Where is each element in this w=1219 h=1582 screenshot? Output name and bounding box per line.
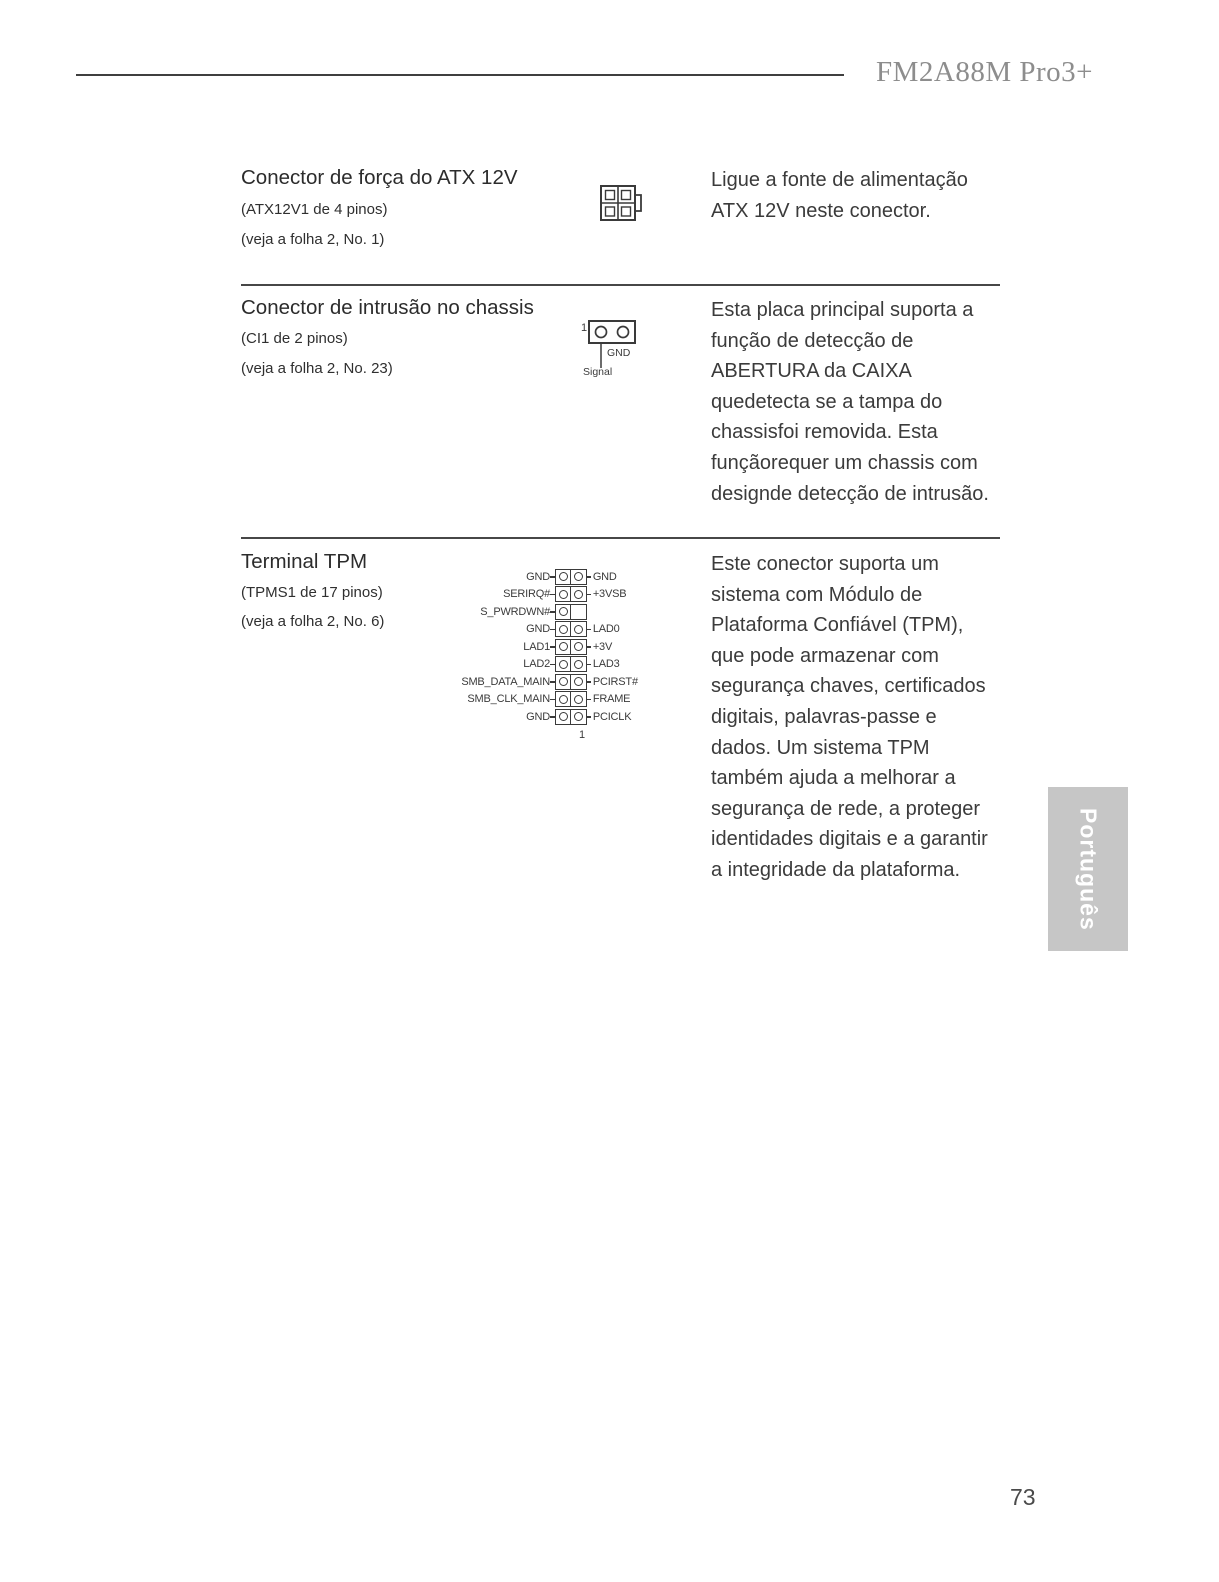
tpm-pin-label: LAD2 <box>523 658 550 671</box>
tpm-pin-label: SMB_DATA_MAIN <box>461 675 550 688</box>
section-subtitle: (ATX12V1 de 4 pinos) <box>241 201 388 218</box>
section-subtitle: (CI1 de 2 pinos) <box>241 330 348 347</box>
page-number: 73 <box>1010 1484 1036 1510</box>
section-description-chassis-intrusion: Esta placa principal suporta a função de detecção de ABERTURA da CAIXA quedetecta se a tampa do chassisfoi removida. Esta funçãorequer um chassis com designde detecção de intrusão. <box>711 299 989 505</box>
section-title-chassis-intrusion: Conector de intrusão no chassis <box>241 296 534 319</box>
tpm-pin-label: SERIRQ# <box>503 588 550 601</box>
tpm-pin-label: GND <box>526 570 550 583</box>
section-subtitle: (veja a folha 2, No. 6) <box>241 613 385 630</box>
section-title-tpm: Terminal TPM <box>241 550 368 573</box>
language-tab-label: Português <box>1075 807 1102 931</box>
tpm-pin-label: FRAME <box>592 693 631 706</box>
tpm-pin-label: GND <box>592 570 617 583</box>
tpm-pin-label: +3V <box>592 640 613 653</box>
section-divider <box>241 537 1000 539</box>
tpm-pin-row <box>448 638 638 656</box>
tpm-pin-label: S_PWRDWN# <box>480 605 550 618</box>
signal-label: Signal <box>583 366 613 378</box>
tpm-pin1-label: 1 <box>579 728 586 741</box>
tpm-pin-label: LAD0 <box>592 623 620 636</box>
section-subtitle: (veja a folha 2, No. 1) <box>241 231 385 248</box>
tpm-pin-row <box>448 621 638 639</box>
tpm-pin-row <box>448 691 638 709</box>
header-rule <box>76 74 844 76</box>
tpm-pin-label: LAD3 <box>592 658 620 671</box>
tpm-pin-label: LAD1 <box>523 640 550 653</box>
gnd-label: GND <box>607 347 631 359</box>
tpm-pin-row <box>448 568 638 586</box>
tpm-pin-label: PCIRST# <box>592 675 638 688</box>
tpm-header-diagram <box>448 568 638 741</box>
atx12v-connector-diagram <box>599 182 645 231</box>
section-description-atx12v: Ligue a fonte de alimentação ATX 12V neste conector. <box>711 169 968 222</box>
tpm-pin-label: PCICLK <box>592 710 632 723</box>
tpm-pin-row <box>448 673 638 691</box>
tpm-pin-row <box>448 656 638 674</box>
section-subtitle: (veja a folha 2, No. 23) <box>241 360 393 377</box>
section-subtitle: (TPMS1 de 17 pinos) <box>241 584 383 601</box>
section-title-atx12v: Conector de força do ATX 12V <box>241 166 518 189</box>
tpm-pin-label: +3VSB <box>592 588 627 601</box>
section-description-tpm: Este conector suporta um sistema com Módulo de Plataforma Confiável (TPM), que pode armazenar com segurança chaves, certificados digitais, palavras-passe e dados. Um sistema TPM também ajuda a melhorar a segurança de rede, a proteger identidades digitais e a garantir a integridade da plataforma. <box>711 553 988 881</box>
tpm-pin-label: SMB_CLK_MAIN <box>467 693 550 706</box>
tpm-pin-row <box>448 586 638 604</box>
tpm-pin-row <box>448 603 638 621</box>
model-title: FM2A88M Pro3+ <box>876 56 1094 88</box>
pin1-label: 1 <box>581 322 588 334</box>
language-tab-portugues <box>1048 787 1128 951</box>
tpm-pin-label: GND <box>526 710 550 723</box>
section-divider <box>241 284 1000 286</box>
chassis-intrusion-diagram <box>580 318 670 387</box>
tpm-pin-label: GND <box>526 623 550 636</box>
tpm-pin-row <box>448 708 638 726</box>
